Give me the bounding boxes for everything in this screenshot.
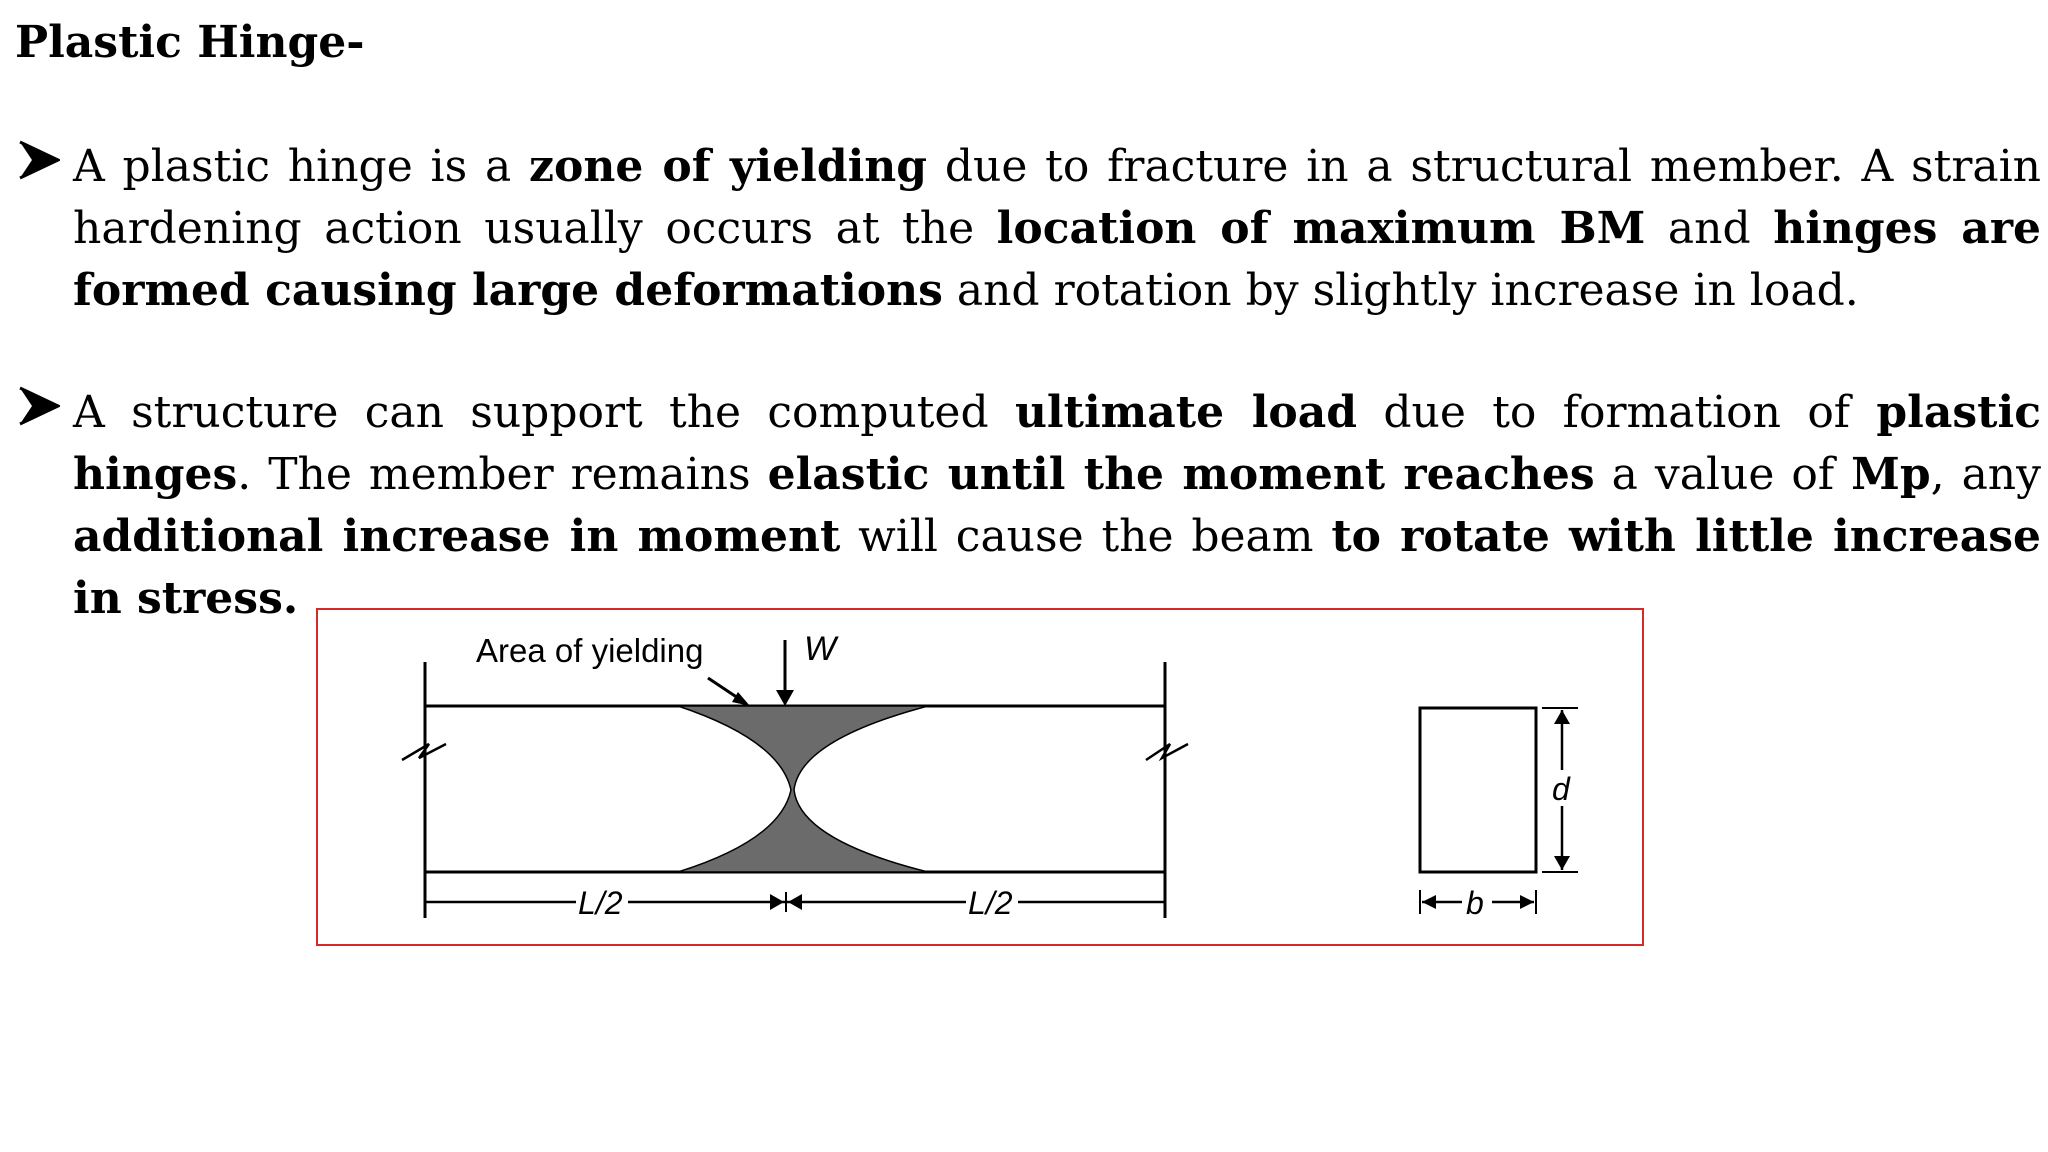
body-text: and xyxy=(1645,203,1774,254)
emphasis-text: ultimate load xyxy=(1014,387,1358,438)
body-text: A structure can support the computed xyxy=(73,387,1015,438)
depth-label: d xyxy=(1552,771,1570,807)
body-text: and rotation by slightly increase in load. xyxy=(942,265,1859,316)
emphasis-text: plastic hinges xyxy=(73,387,2041,500)
yield-zone xyxy=(678,706,928,872)
cross-section xyxy=(1420,708,1536,872)
break-symbol-right xyxy=(1146,744,1188,760)
body-text: . The member remains xyxy=(237,449,768,500)
emphasis-text: zone of yielding xyxy=(529,141,928,192)
body-text: will cause the beam xyxy=(840,511,1332,562)
bullet-paragraph-2 xyxy=(73,382,2041,630)
area-of-yielding-label: Area of yielding xyxy=(476,632,704,669)
emphasis-text: location of maximum BM xyxy=(996,203,1646,254)
emphasis-text: additional increase in moment xyxy=(73,511,841,562)
body-text: a value of xyxy=(1594,449,1852,500)
beam-diagram xyxy=(318,610,1646,948)
body-text: due to fracture in a structural member. A strain hardening action usually occurs at the xyxy=(73,141,2041,254)
bullet-paragraph-1 xyxy=(73,136,2041,322)
emphasis-text: hinges are formed causing large deformations xyxy=(73,203,2041,316)
emphasis-text: elastic until the moment reaches xyxy=(767,449,1595,500)
width-label: b xyxy=(1466,885,1484,921)
arrow-bullet-icon xyxy=(18,140,60,180)
body-text: due to formation of xyxy=(1357,387,1877,438)
plastic-hinge-figure xyxy=(316,608,1644,946)
body-text: A plastic hinge is a xyxy=(73,141,529,192)
left-span-label: L/2 xyxy=(578,885,623,921)
emphasis-text: to rotate with little increase in stress. xyxy=(73,511,2041,624)
body-text: , any xyxy=(1930,449,2041,500)
emphasis-text: Mp xyxy=(1851,449,1931,500)
arrow-bullet-icon xyxy=(18,386,60,426)
load-label: W xyxy=(804,630,837,668)
right-span-label: L/2 xyxy=(968,885,1013,921)
slide-title: Plastic Hinge- xyxy=(15,17,365,68)
